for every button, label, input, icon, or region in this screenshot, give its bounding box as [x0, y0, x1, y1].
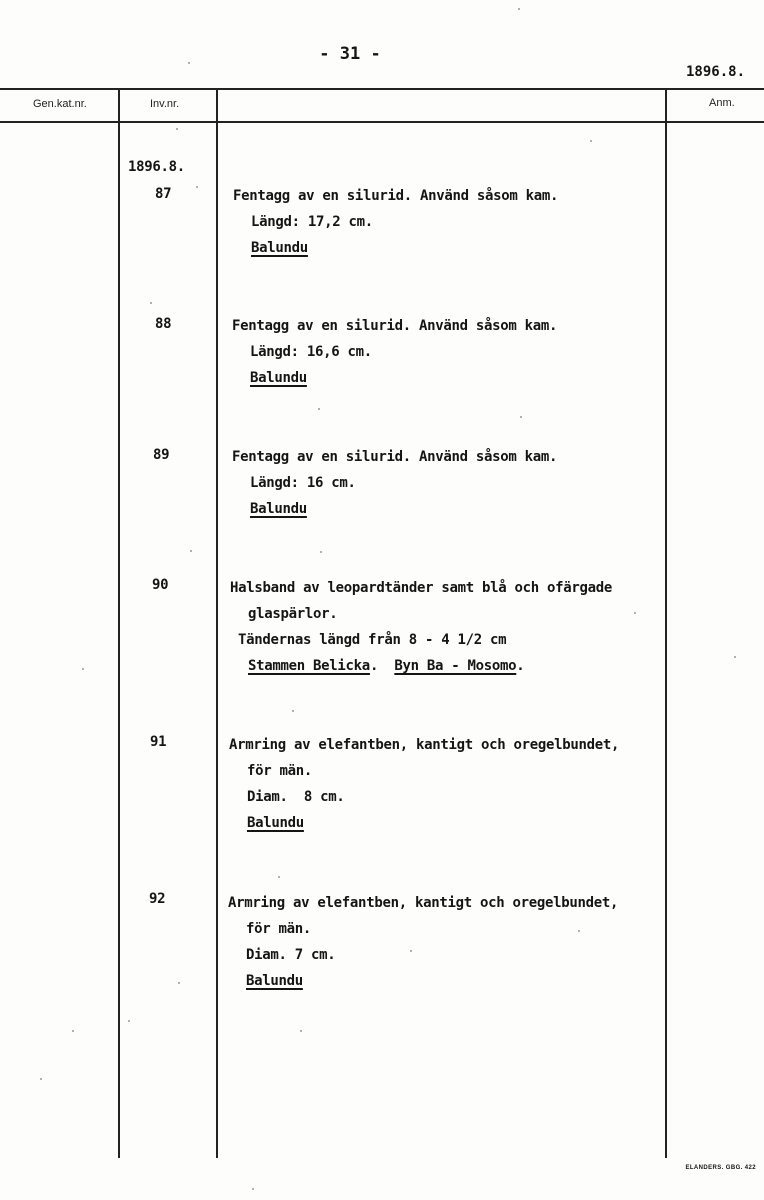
scan-speck — [190, 550, 192, 552]
section-label: 1896.8. — [128, 159, 185, 175]
column-divider-genkat — [118, 88, 120, 1158]
entry-90-place-separator: . — [369, 658, 395, 674]
entry-87-length: Längd: 17,2 cm. — [251, 214, 373, 230]
scan-speck — [590, 140, 592, 142]
entry-92-place: Balundu — [246, 973, 303, 989]
scan-speck — [520, 416, 522, 418]
scan-speck — [320, 551, 322, 553]
entry-90-line2: glaspärlor. — [248, 606, 338, 622]
scan-speck — [72, 1030, 74, 1032]
entry-88-line1: Fentagg av en silurid. Använd såsom kam. — [232, 318, 558, 334]
entry-92-line2: för män. — [246, 921, 312, 937]
entry-92-diam: Diam. 7 cm. — [246, 947, 336, 963]
scan-speck — [578, 930, 580, 932]
year-top: 1896.8. — [686, 64, 746, 80]
scan-speck — [318, 408, 320, 410]
entry-88-length: Längd: 16,6 cm. — [250, 344, 372, 360]
entry-89-line1: Fentagg av en silurid. Använd såsom kam. — [232, 449, 558, 465]
entry-87-place: Balundu — [251, 240, 308, 256]
column-divider-invnr — [216, 88, 218, 1158]
header-bottom-rule — [0, 121, 764, 123]
scan-speck — [82, 668, 84, 670]
scan-speck — [634, 612, 636, 614]
entry-89-description — [232, 444, 557, 522]
entry-91-diam: Diam. 8 cm. — [247, 789, 345, 805]
entry-91-line1: Armring av elefantben, kantigt och oregelbundet, — [229, 737, 620, 753]
scan-speck — [40, 1078, 42, 1080]
entry-90-place-tribe: Stammen Belicka — [248, 658, 370, 674]
entry-91-line2: för män. — [247, 763, 313, 779]
scan-speck — [278, 876, 280, 878]
scan-speck — [518, 8, 520, 10]
inv-number-91: 91 — [150, 734, 167, 750]
entry-89-length: Längd: 16 cm. — [250, 475, 356, 491]
scan-speck — [176, 128, 178, 130]
inv-number-90: 90 — [152, 577, 169, 593]
scan-speck — [734, 656, 736, 658]
scan-speck — [292, 710, 294, 712]
entry-88-place: Balundu — [250, 370, 307, 386]
column-header-anm: Anm. — [709, 97, 735, 109]
entry-90-length: Tändernas längd från 8 - 4 1/2 cm — [238, 632, 507, 648]
column-header-genkat: Gen.kat.nr. — [33, 98, 87, 110]
entry-92-line1: Armring av elefantben, kantigt och oregelbundet, — [228, 895, 619, 911]
inv-number-92: 92 — [149, 891, 166, 907]
entry-88-description — [232, 313, 557, 391]
scan-speck — [150, 302, 152, 304]
scan-speck — [128, 1020, 130, 1022]
entry-89-place: Balundu — [250, 501, 307, 517]
inv-number-87: 87 — [155, 186, 172, 202]
scan-speck — [178, 982, 180, 984]
inv-number-88: 88 — [155, 316, 172, 332]
scan-speck — [188, 62, 190, 64]
entry-90-place-village: Byn Ba - Mosomo — [394, 658, 517, 674]
column-header-invnr: Inv.nr. — [150, 98, 180, 110]
scan-speck — [252, 1188, 254, 1190]
header-top-rule — [0, 88, 764, 90]
entry-91-place: Balundu — [247, 815, 304, 831]
scan-speck — [196, 186, 198, 188]
column-divider-anm — [665, 88, 667, 1158]
entry-87-line1: Fentagg av en silurid. Använd såsom kam. — [233, 188, 559, 204]
inv-number-89: 89 — [153, 447, 170, 463]
entry-92-description — [228, 890, 618, 994]
entry-87-description — [233, 183, 558, 261]
scan-speck — [300, 1030, 302, 1032]
scan-speck — [410, 950, 412, 952]
entry-90-description — [230, 575, 612, 679]
entry-90-line1: Halsband av leopardtänder samt blå och ofärgade — [230, 580, 613, 596]
entry-90-place-end: . — [516, 658, 525, 674]
page-number: - 31 - — [319, 44, 381, 64]
entry-91-description — [229, 732, 619, 836]
printer-mark: ELANDERS. GBG. 422 — [685, 1165, 756, 1171]
entry-90-place — [230, 653, 612, 679]
